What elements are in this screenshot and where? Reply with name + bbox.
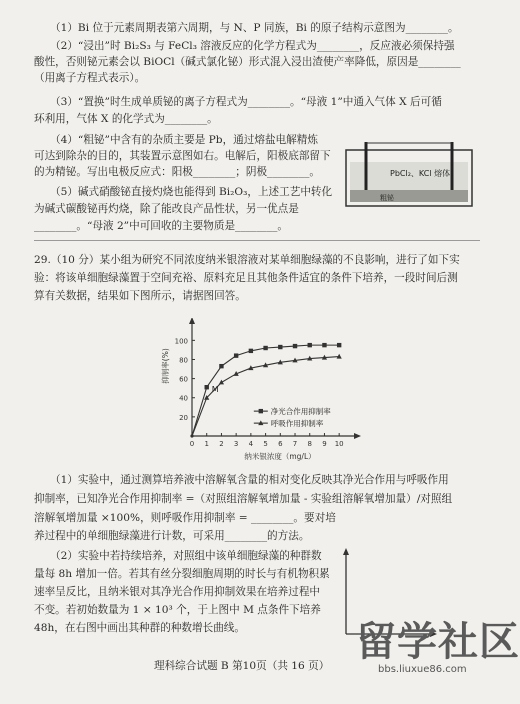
tank-electrolyte-label: PbCl₂、KCl 熔体 xyxy=(390,169,451,178)
tank-bottom-label: 粗铋 xyxy=(380,194,394,202)
y-tick-label: 80 xyxy=(179,356,188,365)
watermark-logo: 留学社区 xyxy=(356,619,520,665)
series-1-point xyxy=(263,346,267,350)
q28-line-1: （1）Bi 位于元素周期表第六周期，与 N、P 同族，Bi 的原子结构示意图为________。 xyxy=(50,22,459,34)
q29-p1-line-2: 抑制率，已知净光合作用抑制率 =（对照组溶解氧增加量 - 实验组溶解氧增加量）/对照组 xyxy=(34,493,453,505)
y-tick-label: 20 xyxy=(179,413,188,422)
q28-line-9: 的为精铋。写出电极反应式：阳极________；阴极________。 xyxy=(34,166,321,178)
q29-p2-line-4: 不变。若初始数量为 1 × 10³ 个，于上图中 M 点条件下培养 xyxy=(34,604,321,616)
electrolysis-tank-diagram xyxy=(340,142,480,212)
q28-line-12: ________。“母液 2”中可回收的主要物质是________。 xyxy=(34,220,289,232)
q29-p2-line-1: （2）实验中若持续培养，对照组中该单细胞绿藻的种群数 xyxy=(50,550,322,562)
point-m-label: M xyxy=(211,385,219,395)
x-tick-label: 0 xyxy=(189,440,195,448)
series-1-point xyxy=(278,345,282,349)
x-tick-label: 4 xyxy=(248,440,254,448)
watermark-url: bbs.liuxue86.com xyxy=(378,664,467,675)
series-1-point xyxy=(337,343,341,347)
x-tick-label: 3 xyxy=(233,440,239,448)
x-tick-label: 1 xyxy=(204,440,209,448)
q28-line-10: （5）碱式硝酸铋直接灼烧也能得到 Bi₂O₃，上述工艺中转化 xyxy=(50,186,333,198)
q28-line-4: （用离子方程式表示）。 xyxy=(34,72,146,84)
q28-line-3: 酸性，否则铋元素会以 BiOCl（碱式氯化铋）形式混入浸出渣使产率降低，原因是________ xyxy=(34,56,461,68)
q28-line-2: （2）“浸出”时 Bi₂S₃ 与 FeCl₃ 溶液反应的化学方程式为________，反应液必须保持强 xyxy=(50,40,455,52)
x-axis-label: 纳米银浓度（mg/L） xyxy=(244,452,316,461)
x-tick-label: 8 xyxy=(307,440,312,448)
y-axis-arrow xyxy=(189,318,195,324)
legend-label-1: 净光合作用抑制率 xyxy=(270,407,331,417)
series-2-point xyxy=(219,380,224,385)
inhibition-rate-chart xyxy=(150,318,380,468)
x-tick-label: 6 xyxy=(278,440,283,448)
q29-line-3: 算有关数据，结果如下图所示，请据图回答。 xyxy=(34,290,246,302)
q29-line-2: 验：将该单细胞绿藻置于空间充裕、原料充足且其他条件适宜的条件下培养，一段时间后测 xyxy=(34,272,458,284)
q28-line-5: （3）“置换”时生成单质铋的离子方程式为________。“母液 1”中通入气体 X 后可循 xyxy=(50,96,442,108)
q28-line-8: 可达到除杂的目的，其装置示意图如右。电解后，阳极底部留下 xyxy=(34,150,331,162)
series-1-point xyxy=(234,353,238,357)
q29-line-1: 29.（10 分）某小组为研究不同浓度纳米银溶液对某单细胞绿藻的不良影响，进行了如下实 xyxy=(34,254,460,266)
x-axis-arrow xyxy=(354,433,361,439)
y-tick-label: 60 xyxy=(179,375,188,384)
legend-marker-square xyxy=(259,409,263,413)
page-footer: 理科综合试题 B 第10页（共 16 页） xyxy=(154,660,330,672)
q29-p1-line-4: 养过程中的单细胞绿藻进行计数，可采用________的方法。 xyxy=(34,530,310,542)
x-tick-label: 2 xyxy=(219,440,224,448)
origin-point xyxy=(190,434,193,437)
x-tick-label: 10 xyxy=(334,440,344,448)
legend-label-2: 呼吸作用抑制率 xyxy=(270,419,324,429)
series-1-point xyxy=(308,343,312,347)
q29-p2-line-2: 量每 8h 增加一倍。若其有丝分裂细胞周期的时长与有机物积累 xyxy=(34,568,330,580)
q28-line-11: 为碱式碳酸铋再灼烧，除了能改良产品性状，另一优点是 xyxy=(34,203,299,215)
y-tick-label: 40 xyxy=(179,394,188,403)
q28-line-7: （4）“粗铋”中含有的杂质主要是 Pb，通过熔盐电解精炼 xyxy=(50,134,318,146)
x-tick-label: 9 xyxy=(322,440,327,448)
series-1-point xyxy=(205,385,209,389)
series-1-point xyxy=(249,349,253,353)
x-tick-label: 5 xyxy=(263,440,268,448)
series-1-point xyxy=(322,343,326,347)
q29-p2-line-5: 48h，在右图中画出其种群的种数增长曲线。 xyxy=(34,622,245,634)
q29-p1-line-3: 溶解氧增加量 ×100%，则呼吸作用抑制率 = ________。要对培 xyxy=(34,512,336,524)
q28-line-6: 环利用，气体 X 的化学式为________。 xyxy=(34,113,218,125)
series-1-point xyxy=(293,344,297,348)
question-separator xyxy=(34,240,480,241)
series-1-point xyxy=(219,364,223,368)
y-tick-label: 100 xyxy=(174,337,188,346)
q29-p2-line-3: 速率呈反比，且纳米银对其净光合作用抑制效果在培养过程中 xyxy=(34,586,321,598)
q29-p1-line-1: （1）实验中，通过测算培养液中溶解氧含量的相对变化反映其净光合作用与呼吸作用 xyxy=(50,474,449,486)
x-tick-label: 7 xyxy=(292,440,298,448)
y-axis-label: 抑制率(%) xyxy=(161,348,170,384)
